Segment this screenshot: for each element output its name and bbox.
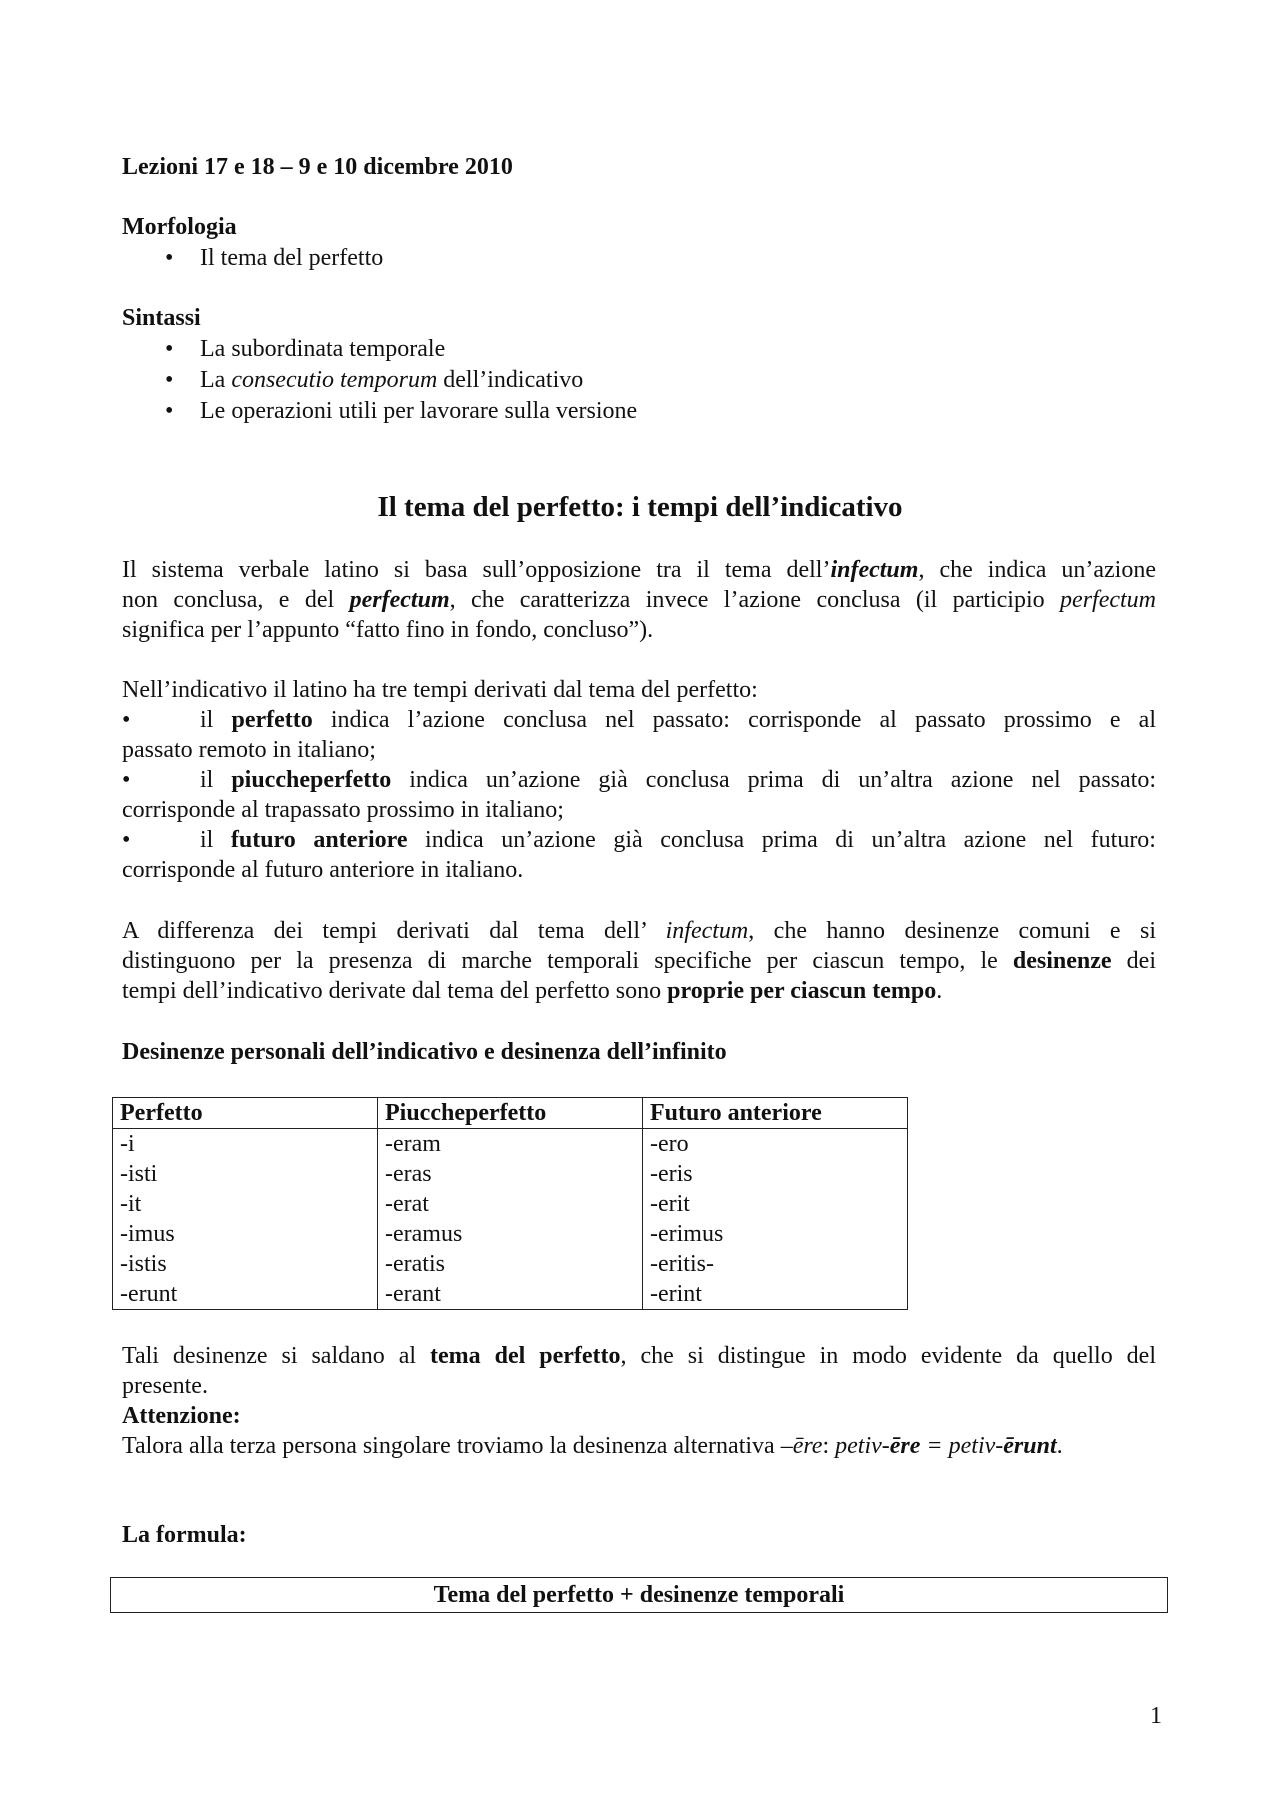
table-cell: -ero <box>643 1129 908 1160</box>
list-item: • La consecutio temporum dell’indicativo <box>165 365 637 396</box>
list-item: • Il tema del perfetto <box>165 243 383 274</box>
column-header: Futuro anteriore <box>643 1098 908 1129</box>
table-cell: -imus <box>113 1219 378 1249</box>
table-heading: Desinenze personali dell’indicativo e desinenza dell’infinito <box>122 1039 727 1065</box>
table-cell: -erint <box>643 1279 908 1310</box>
table-cell: -eris <box>643 1159 908 1189</box>
table-cell: -eramus <box>378 1219 643 1249</box>
table-row <box>113 1219 908 1249</box>
table-cell: -isti <box>113 1159 378 1189</box>
lesson-header: Lezioni 17 e 18 – 9 e 10 dicembre 2010 <box>122 154 513 180</box>
attenzione-text: Talora alla terza persona singolare troviamo la desinenza alternativa –ēre: petiv-ēre = petiv-ērunt. <box>122 1433 1063 1459</box>
table-cell: -erimus <box>643 1219 908 1249</box>
column-header: Perfetto <box>113 1098 378 1129</box>
table-header-row <box>113 1098 908 1129</box>
table-cell: -eratis <box>378 1249 643 1279</box>
table-cell: -eritis- <box>643 1249 908 1279</box>
table-cell: -eras <box>378 1159 643 1189</box>
table-cell: -erat <box>378 1189 643 1219</box>
paragraph-tenses: Nell’indicativo il latino ha tre tempi derivati dal tema del perfetto: • il perfetto indica l’azione conclusa nel passato: corrisponde al passato prossimo e al passato remoto in italiano; • il piuccheperfetto indica un’azione già conclusa prima di un’altra azione nel passato: corrisponde al trapassato prossimo in italiano; • il futuro anteriore indica un’azione già conclusa prima di un’altra azione nel futuro: corrisponde al futuro anteriore in italiano. <box>122 677 1156 883</box>
table-cell: -erit <box>643 1189 908 1219</box>
morfologia-list <box>165 243 383 274</box>
sintassi-list <box>165 334 637 427</box>
table-row <box>113 1279 908 1310</box>
endings-table <box>112 1097 908 1310</box>
attenzione-heading: Attenzione: <box>122 1403 241 1429</box>
table-cell: -i <box>113 1129 378 1160</box>
table-cell: -eram <box>378 1129 643 1160</box>
column-header: Piuccheperfetto <box>378 1098 643 1129</box>
paragraph-desinenze: A differenza dei tempi derivati dal tema dell’ infectum, che hanno desinenze comuni e si distinguono per la presenza di marche temporali specifiche per ciascun tempo, le desinenze dei tempi dell’indicativo derivate dal tema del perfetto sono proprie per ciascun tempo. <box>122 918 1156 1004</box>
table-row <box>113 1189 908 1219</box>
paragraph-intro: Il sistema verbale latino si basa sull’opposizione tra il tema dell’infectum, che indica un’azione non conclusa, e del perfectum, che caratterizza invece l’azione conclusa (il participio perfectum significa per l’appunto “fatto fino in fondo, concluso”). <box>122 557 1157 643</box>
list-item: • La subordinata temporale <box>165 334 637 365</box>
table-cell: -istis <box>113 1249 378 1279</box>
section-title: Il tema del perfetto: i tempi dell’indicativo <box>377 491 903 523</box>
table-cell: -erunt <box>113 1279 378 1310</box>
table-row <box>113 1159 908 1189</box>
formula-box: Tema del perfetto + desinenze temporali <box>110 1577 1168 1613</box>
table-row <box>113 1129 908 1160</box>
table-cell: -it <box>113 1189 378 1219</box>
list-item: • Le operazioni utili per lavorare sulla versione <box>165 396 637 427</box>
table-row <box>113 1249 908 1279</box>
paragraph-tema: Tali desinenze si saldano al tema del perfetto, che si distingue in modo evidente da quello del presente. <box>122 1343 1157 1399</box>
sintassi-heading: Sintassi <box>122 305 201 331</box>
formula-heading: La formula: <box>122 1522 247 1548</box>
table-cell: -erant <box>378 1279 643 1310</box>
page-number: 1 <box>1150 1703 1162 1729</box>
morfologia-heading: Morfologia <box>122 214 237 240</box>
